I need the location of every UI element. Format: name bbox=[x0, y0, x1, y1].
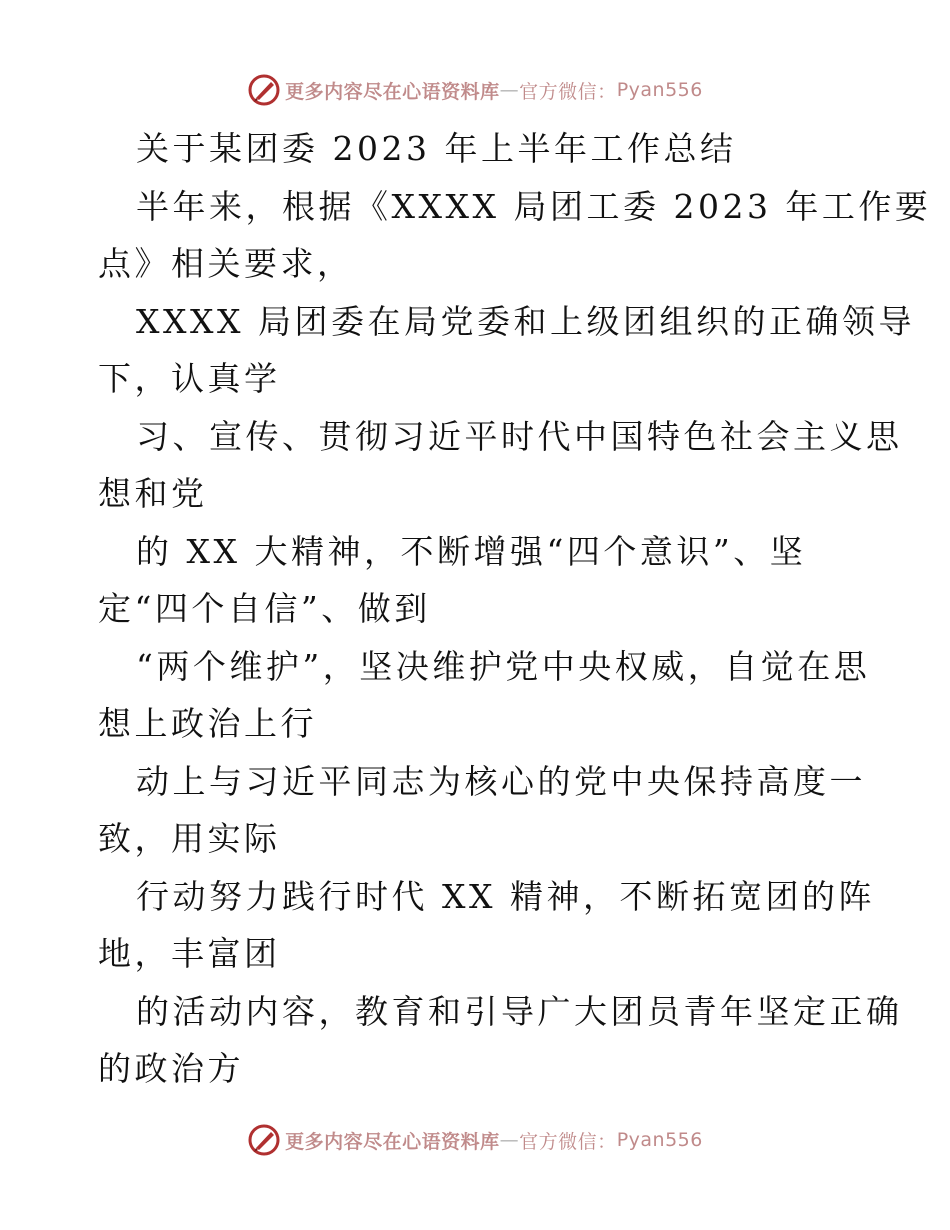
paragraph-line: 的政治方 bbox=[98, 1049, 244, 1088]
wechat-label: 官方微信： bbox=[519, 1130, 617, 1153]
paragraph-line: 动上与习近平同志为核心的党中央保持高度一 bbox=[136, 761, 866, 801]
paragraph-line: 的 XX 大精神，不断增强“四个意识”、坚 bbox=[136, 531, 807, 571]
banner-separator: — bbox=[499, 1129, 520, 1151]
paragraph-line: 地，丰富团 bbox=[98, 934, 281, 973]
header-banner bbox=[0, 70, 950, 110]
paragraph-line: 下，认真学 bbox=[98, 359, 281, 398]
paragraph-line: 定“四个自信”、做到 bbox=[98, 589, 431, 628]
paragraph-line: 想和党 bbox=[98, 474, 208, 513]
paragraph-line: 行动努力践行时代 XX 精神，不断拓宽团的阵 bbox=[136, 876, 875, 916]
banner-text: 更多内容尽在心语资料库 bbox=[285, 80, 500, 103]
banner-separator: — bbox=[499, 79, 520, 101]
document-body bbox=[98, 120, 932, 1098]
paragraph-line: 的活动内容，教育和引导广大团员青年坚定正确 bbox=[136, 991, 903, 1031]
wechat-id: Pyan556 bbox=[616, 79, 703, 101]
paragraph-line: 点》相关要求， bbox=[98, 244, 354, 283]
paragraph-line: 半年来，根据《XXXX 局团工委 2023 年工作要 bbox=[136, 186, 932, 226]
banner-text: 更多内容尽在心语资料库 bbox=[285, 1130, 500, 1153]
document-title: 关于某团委 2023 年上半年工作总结 bbox=[136, 129, 737, 168]
paragraph-line: 习、宣传、贯彻习近平时代中国特色社会主义思 bbox=[136, 416, 903, 456]
paragraph-line: 想上政治上行 bbox=[98, 704, 317, 743]
paragraph-line: 致，用实际 bbox=[98, 819, 281, 858]
wechat-id: Pyan556 bbox=[616, 1129, 703, 1151]
quill-pen-logo-icon bbox=[247, 73, 281, 107]
quill-pen-logo-icon bbox=[247, 1123, 281, 1157]
wechat-label: 官方微信： bbox=[519, 80, 617, 103]
paragraph-line: “两个维护”，坚决维护党中央权威，自觉在思 bbox=[136, 646, 871, 686]
footer-banner bbox=[0, 1120, 950, 1160]
paragraph-line: XXXX 局团委在局党委和上级团组织的正确领导 bbox=[136, 301, 915, 341]
